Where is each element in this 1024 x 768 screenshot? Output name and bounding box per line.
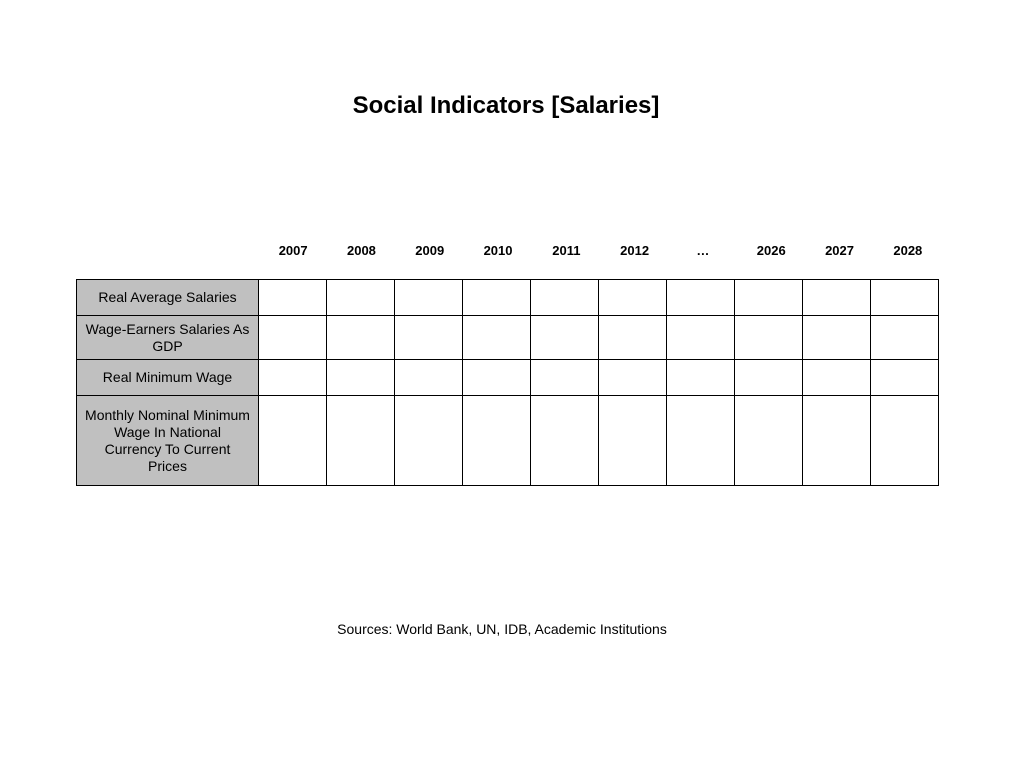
- data-cell[interactable]: [667, 396, 735, 486]
- year-header-ellipsis: …: [696, 243, 710, 258]
- data-cell[interactable]: [803, 360, 871, 396]
- data-cell[interactable]: [803, 396, 871, 486]
- data-cell[interactable]: [803, 316, 871, 360]
- year-header: 2012: [620, 243, 650, 258]
- year-header: 2026: [756, 243, 786, 258]
- data-cell[interactable]: [327, 396, 395, 486]
- year-header-row: [259, 240, 942, 262]
- data-cell[interactable]: [531, 396, 599, 486]
- data-cell[interactable]: [463, 316, 531, 360]
- data-cell[interactable]: [395, 316, 463, 360]
- table-row: [77, 316, 939, 360]
- data-cell[interactable]: [395, 396, 463, 486]
- data-cell[interactable]: [327, 316, 395, 360]
- data-cell[interactable]: [531, 360, 599, 396]
- data-cell[interactable]: [667, 360, 735, 396]
- data-cell[interactable]: [599, 396, 667, 486]
- row-label: Real Average Salaries: [98, 289, 237, 305]
- data-cell[interactable]: [531, 280, 599, 316]
- table-row: [77, 360, 939, 396]
- sources-note: Sources: World Bank, UN, IDB, Academic Institutions: [337, 621, 667, 637]
- data-cell[interactable]: [599, 316, 667, 360]
- indicators-table: [76, 279, 939, 486]
- page-title: Social Indicators [Salaries]: [352, 92, 660, 119]
- table-row: [77, 396, 939, 486]
- data-cell[interactable]: [259, 316, 327, 360]
- data-cell[interactable]: [531, 316, 599, 360]
- data-cell[interactable]: [735, 396, 803, 486]
- data-cell[interactable]: [599, 360, 667, 396]
- row-label-cell: [77, 396, 259, 486]
- row-label-cell: [77, 360, 259, 396]
- data-cell[interactable]: [327, 280, 395, 316]
- row-label-cell: [77, 280, 259, 316]
- year-header: 2027: [825, 243, 854, 258]
- row-label: Real Minimum Wage: [102, 369, 233, 385]
- year-header: 2010: [483, 243, 513, 258]
- data-cell[interactable]: [667, 316, 735, 360]
- table-row: [77, 280, 939, 316]
- data-cell[interactable]: [259, 360, 327, 396]
- year-header: 2008: [346, 243, 376, 258]
- data-cell[interactable]: [463, 360, 531, 396]
- row-label-cell: [77, 316, 259, 360]
- data-cell[interactable]: [327, 360, 395, 396]
- data-cell[interactable]: [803, 280, 871, 316]
- data-cell[interactable]: [735, 316, 803, 360]
- data-cell[interactable]: [463, 280, 531, 316]
- year-header: 2028: [893, 243, 923, 258]
- data-cell[interactable]: [735, 280, 803, 316]
- year-header: 2011: [552, 243, 581, 258]
- data-cell[interactable]: [259, 280, 327, 316]
- year-header: 2007: [278, 243, 308, 258]
- row-label: Monthly Nominal Minimum Wage In National Currency To Current Prices: [85, 406, 250, 474]
- data-cell[interactable]: [395, 360, 463, 396]
- data-cell[interactable]: [667, 280, 735, 316]
- data-cell[interactable]: [871, 396, 939, 486]
- row-label: Wage-Earners Salaries As GDP: [85, 320, 250, 354]
- data-cell[interactable]: [871, 280, 939, 316]
- data-cell[interactable]: [463, 396, 531, 486]
- year-header: 2009: [415, 243, 445, 258]
- data-cell[interactable]: [395, 280, 463, 316]
- data-cell[interactable]: [871, 360, 939, 396]
- data-cell[interactable]: [599, 280, 667, 316]
- data-cell[interactable]: [871, 316, 939, 360]
- data-cell[interactable]: [259, 396, 327, 486]
- data-cell[interactable]: [735, 360, 803, 396]
